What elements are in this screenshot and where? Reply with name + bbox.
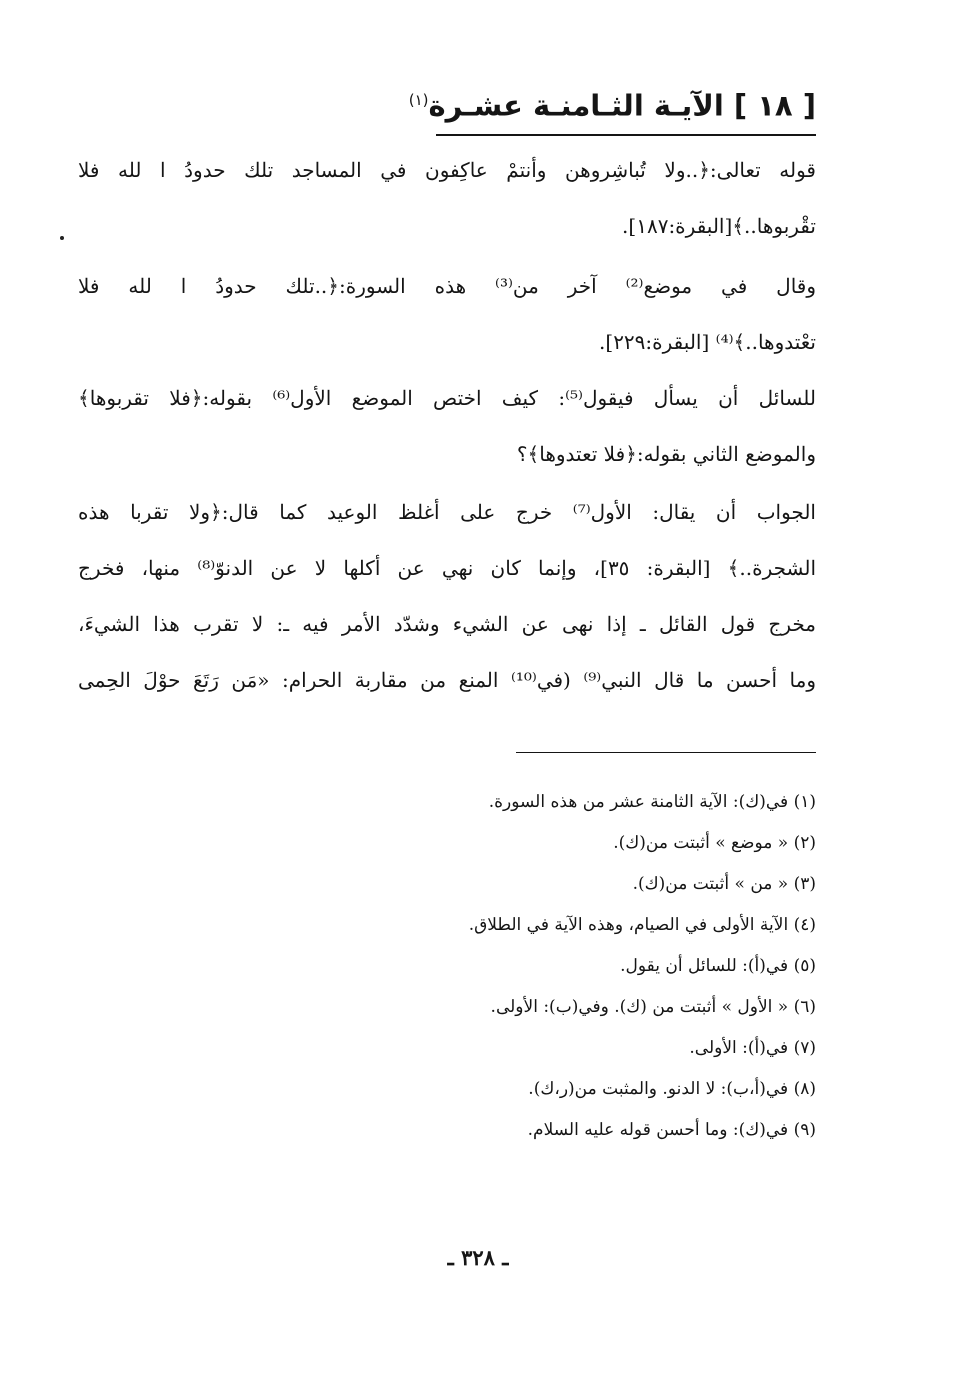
paragraph-line: للسائل أن يسأل فيقول⁽⁵⁾: كيف اختص الموضع الأول⁽⁶⁾ بقوله:﴿فلا تقربوها﴾ [78, 386, 816, 410]
section-heading [408, 78, 816, 136]
paragraph-answer [78, 484, 816, 708]
paragraph-question [78, 370, 816, 482]
paragraph-line: والموضع الثاني بقوله:﴿فلا تعتدوها﴾؟ [516, 442, 816, 466]
footnote-item: (٢) « موضع » أثبتت من(ك). [613, 833, 816, 853]
scan-speck [60, 236, 64, 240]
footnote-item: (٧) في(أ): الأولى. [689, 1038, 816, 1058]
paragraph-line: قوله تعالى:﴿..ولا تُباشِروهن وأنتمْ عاكِفون في المساجد تلك حدودُ ا لله فلا [78, 158, 816, 182]
paragraph-line: تعْتدوها..﴾⁽⁴⁾ [البقرة:٢٢٩]. [599, 330, 816, 354]
footnote-item: (٩) في(ك): وما أحسن قوله عليه السلام. [527, 1120, 816, 1140]
page-number: ـ ٣٢٨ ـ [447, 1245, 509, 1270]
footnote-item: (٥) في(أ): للسائل أن يقول. [620, 956, 816, 976]
footnote-item: (٨) في(أ،ب): لا الدنو. والمثبت من(ر،ك). [528, 1079, 816, 1099]
paragraph-verse-229 [78, 258, 816, 370]
paragraph-line: مخرج قول القائل ـ إذا نهى عن الشيء وشدّد الأمر فيه ـ: لا تقرب هذا الشيءَ، [78, 612, 816, 636]
heading-text-row [408, 78, 816, 128]
footnote-separator [516, 752, 816, 753]
paragraph-line: الشجرة..﴾ [البقرة: ٣٥]، وإنما كان نهي عن أكلها لا عن الدنوّ⁽⁸⁾ منها، فخرج [78, 556, 816, 580]
paragraph-line: تقْربوها..﴾[البقرة:١٨٧]. [622, 214, 816, 238]
footnotes-list [78, 782, 816, 1151]
paragraph-line: وقال في موضع⁽²⁾ آخر من⁽³⁾ هذه السورة:﴿..تلك حدودُ ا لله فلا [78, 274, 816, 298]
footnote-item: (٣) « من » أثبتت من(ك). [632, 874, 816, 894]
heading-footnote-ref: (١) [408, 91, 429, 109]
footnote-item: (٦) « الأول » أثبتت من (ك). وفي(ب): الأولى. [490, 997, 816, 1017]
heading-title: [ ١٨ ] الآيـة الثـامنـة عشـرة [428, 88, 816, 123]
paragraph-verse-187 [78, 142, 816, 254]
paragraph-line: الجواب أن يقال: الأول⁽⁷⁾ خرج على أغلظ الوعيد كما قال:﴿ولا تقربا هذه [78, 500, 816, 524]
heading-underline [436, 134, 816, 136]
footnote-item: (٤) الآية الأولى في الصيام، وهذه الآية في الطلاق. [468, 915, 816, 935]
paragraph-line: وما أحسن ما قال النبي⁽⁹⁾ (في⁽¹⁰⁾ المنع من مقاربة الحرام: «مَن رَتَعَ حوْلَ الحِمى [78, 668, 816, 692]
footnote-item: (١) في(ك): الآية الثامنة عشر من هذه السورة. [488, 792, 816, 812]
